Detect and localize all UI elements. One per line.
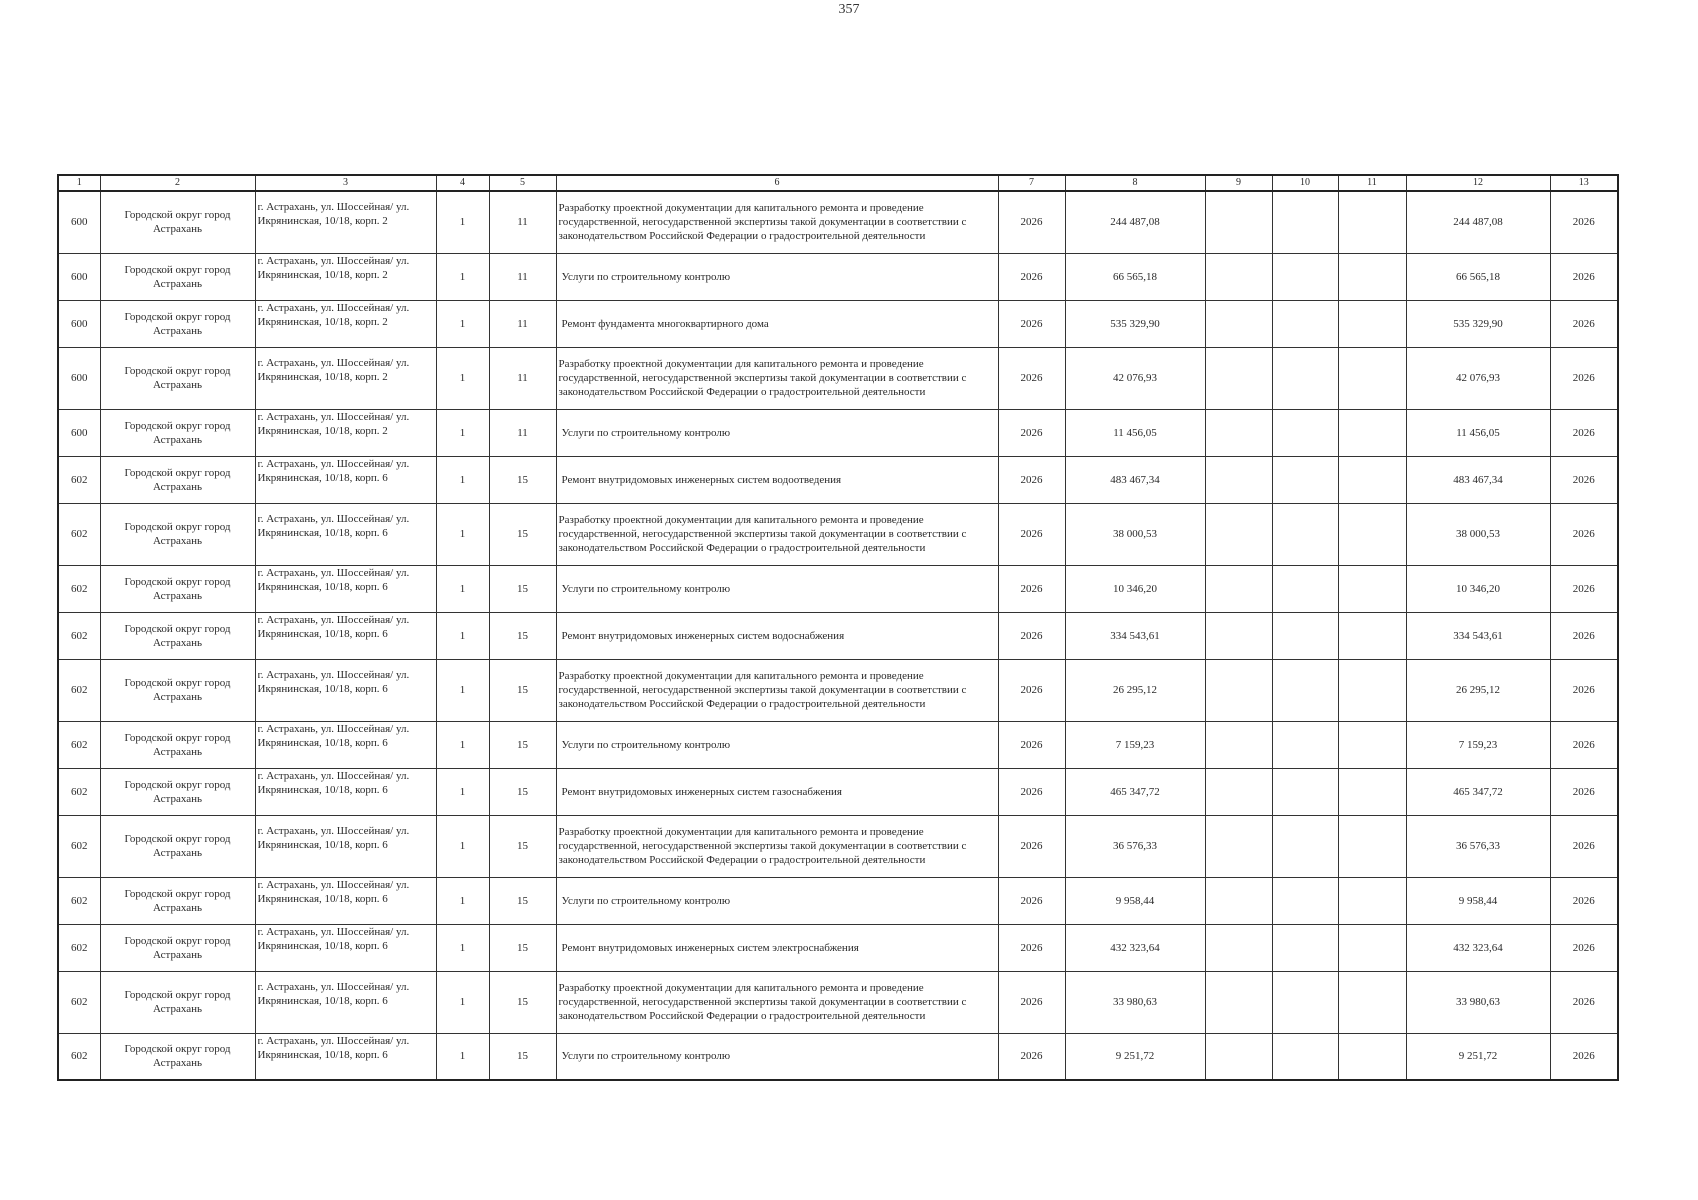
column-header-8: 8	[1065, 175, 1205, 191]
cell-col4: 1	[436, 565, 489, 612]
cell-col9	[1205, 659, 1272, 721]
cell-plan-year: 2026	[1550, 347, 1618, 409]
cell-col5: 15	[489, 1033, 556, 1080]
cell-plan-year: 2026	[1550, 1033, 1618, 1080]
cell-col11	[1338, 659, 1406, 721]
cell-col4: 1	[436, 924, 489, 971]
cell-municipality: Городской округ город Астрахань	[100, 877, 255, 924]
cell-col11	[1338, 565, 1406, 612]
table-body	[58, 191, 1618, 1080]
cell-col4: 1	[436, 877, 489, 924]
cell-plan-year: 2026	[1550, 659, 1618, 721]
cell-col10	[1272, 924, 1338, 971]
cell-total-cost: 33 980,63	[1065, 971, 1205, 1033]
cell-col11	[1338, 347, 1406, 409]
address-text: г. Астрахань, ул. Шоссейная/ ул. Икрянинская, 10/18, корп. 2	[257, 302, 410, 328]
cell-address	[255, 721, 436, 768]
cell-line-number: 602	[58, 924, 100, 971]
cell-col5: 15	[489, 877, 556, 924]
cell-cost: 535 329,90	[1406, 300, 1550, 347]
column-header-4: 4	[436, 175, 489, 191]
cell-total-cost: 535 329,90	[1065, 300, 1205, 347]
cell-col10	[1272, 971, 1338, 1033]
address-text: г. Астрахань, ул. Шоссейная/ ул. Икрянинская, 10/18, корп. 6	[257, 980, 410, 1007]
table-header	[58, 175, 1618, 191]
column-header-11: 11	[1338, 175, 1406, 191]
cell-col9	[1205, 768, 1272, 815]
cell-cost: 7 159,23	[1406, 721, 1550, 768]
cell-line-number: 600	[58, 409, 100, 456]
cell-plan-year: 2026	[1550, 721, 1618, 768]
address-text: г. Астрахань, ул. Шоссейная/ ул. Икрянинская, 10/18, корп. 6	[257, 668, 410, 695]
cell-col9	[1205, 409, 1272, 456]
cell-col9	[1205, 347, 1272, 409]
cell-work-type: Услуги по строительному контролю	[556, 877, 998, 924]
cell-col9	[1205, 815, 1272, 877]
cell-cost: 66 565,18	[1406, 253, 1550, 300]
cell-col5: 15	[489, 924, 556, 971]
cell-total-cost: 36 576,33	[1065, 815, 1205, 877]
cell-address	[255, 815, 436, 877]
cell-line-number: 602	[58, 768, 100, 815]
cell-work-type: Разработку проектной документации для капитального ремонта и проведение государственной, негосударственной экспертизы такой документации в соответствии с законодательством Российской Федерации о градостроительной деятельности	[556, 815, 998, 877]
cell-address	[255, 659, 436, 721]
cell-cost: 334 543,61	[1406, 612, 1550, 659]
cell-col5: 11	[489, 347, 556, 409]
cell-year: 2026	[998, 815, 1065, 877]
cell-col11	[1338, 877, 1406, 924]
cell-plan-year: 2026	[1550, 503, 1618, 565]
cell-col4: 1	[436, 815, 489, 877]
cell-line-number: 602	[58, 971, 100, 1033]
cell-work-type: Ремонт внутридомовых инженерных систем водоснабжения	[556, 612, 998, 659]
cell-municipality: Городской округ город Астрахань	[100, 971, 255, 1033]
cell-line-number: 602	[58, 503, 100, 565]
cell-col5: 15	[489, 721, 556, 768]
table-row	[58, 565, 1618, 612]
cell-address	[255, 971, 436, 1033]
cell-line-number: 602	[58, 1033, 100, 1080]
cell-year: 2026	[998, 409, 1065, 456]
cell-line-number: 600	[58, 300, 100, 347]
cell-col5: 15	[489, 456, 556, 503]
cell-line-number: 600	[58, 347, 100, 409]
table-row	[58, 191, 1618, 253]
cell-line-number: 602	[58, 612, 100, 659]
cell-municipality: Городской округ город Астрахань	[100, 191, 255, 253]
cell-col9	[1205, 191, 1272, 253]
cell-col10	[1272, 721, 1338, 768]
cell-year: 2026	[998, 877, 1065, 924]
cell-municipality: Городской округ город Астрахань	[100, 300, 255, 347]
cell-col5: 15	[489, 768, 556, 815]
cell-address	[255, 1033, 436, 1080]
table-row	[58, 721, 1618, 768]
cell-total-cost: 9 958,44	[1065, 877, 1205, 924]
cell-col9	[1205, 721, 1272, 768]
cell-col9	[1205, 253, 1272, 300]
cell-work-type: Ремонт внутридомовых инженерных систем газоснабжения	[556, 768, 998, 815]
table-row	[58, 503, 1618, 565]
cell-col11	[1338, 612, 1406, 659]
cell-work-type: Разработку проектной документации для капитального ремонта и проведение государственной, негосударственной экспертизы такой документации в соответствии с законодательством Российской Федерации о градостроительной деятельности	[556, 191, 998, 253]
cell-address	[255, 456, 436, 503]
cell-year: 2026	[998, 253, 1065, 300]
cell-total-cost: 465 347,72	[1065, 768, 1205, 815]
cell-col4: 1	[436, 409, 489, 456]
cell-col11	[1338, 456, 1406, 503]
column-header-9: 9	[1205, 175, 1272, 191]
cell-work-type: Услуги по строительному контролю	[556, 253, 998, 300]
cell-municipality: Городской округ город Астрахань	[100, 924, 255, 971]
cell-year: 2026	[998, 612, 1065, 659]
cell-col9	[1205, 300, 1272, 347]
cell-col11	[1338, 815, 1406, 877]
cell-line-number: 602	[58, 815, 100, 877]
cell-total-cost: 483 467,34	[1065, 456, 1205, 503]
cell-municipality: Городской округ город Астрахань	[100, 815, 255, 877]
cell-cost: 36 576,33	[1406, 815, 1550, 877]
table-row	[58, 612, 1618, 659]
cell-col10	[1272, 503, 1338, 565]
cell-address	[255, 503, 436, 565]
cell-plan-year: 2026	[1550, 300, 1618, 347]
cell-col5: 11	[489, 300, 556, 347]
cell-total-cost: 66 565,18	[1065, 253, 1205, 300]
cell-col4: 1	[436, 612, 489, 659]
cell-col10	[1272, 191, 1338, 253]
cell-col5: 15	[489, 971, 556, 1033]
cell-address	[255, 768, 436, 815]
cell-municipality: Городской округ город Астрахань	[100, 347, 255, 409]
cell-col4: 1	[436, 347, 489, 409]
address-text: г. Астрахань, ул. Шоссейная/ ул. Икрянинская, 10/18, корп. 6	[257, 879, 410, 905]
column-header-1: 1	[58, 175, 100, 191]
column-header-12: 12	[1406, 175, 1550, 191]
address-text: г. Астрахань, ул. Шоссейная/ ул. Икрянинская, 10/18, корп. 6	[257, 723, 410, 749]
cell-year: 2026	[998, 347, 1065, 409]
cell-col10	[1272, 815, 1338, 877]
cell-plan-year: 2026	[1550, 253, 1618, 300]
cell-col11	[1338, 924, 1406, 971]
cell-col4: 1	[436, 971, 489, 1033]
cell-cost: 42 076,93	[1406, 347, 1550, 409]
cell-total-cost: 9 251,72	[1065, 1033, 1205, 1080]
cell-work-type: Ремонт внутридомовых инженерных систем электроснабжения	[556, 924, 998, 971]
cell-address	[255, 253, 436, 300]
address-text: г. Астрахань, ул. Шоссейная/ ул. Икрянинская, 10/18, корп. 2	[257, 356, 410, 383]
cell-col10	[1272, 456, 1338, 503]
cell-plan-year: 2026	[1550, 971, 1618, 1033]
cell-total-cost: 334 543,61	[1065, 612, 1205, 659]
cell-col10	[1272, 565, 1338, 612]
cell-col10	[1272, 659, 1338, 721]
table-row	[58, 300, 1618, 347]
cell-cost: 9 251,72	[1406, 1033, 1550, 1080]
cell-plan-year: 2026	[1550, 191, 1618, 253]
cell-col4: 1	[436, 768, 489, 815]
cell-year: 2026	[998, 659, 1065, 721]
cell-work-type: Услуги по строительному контролю	[556, 565, 998, 612]
cell-municipality: Городской округ город Астрахань	[100, 503, 255, 565]
cell-year: 2026	[998, 924, 1065, 971]
column-header-6: 6	[556, 175, 998, 191]
table-row	[58, 1033, 1618, 1080]
cell-work-type: Услуги по строительному контролю	[556, 1033, 998, 1080]
cell-address	[255, 565, 436, 612]
address-text: г. Астрахань, ул. Шоссейная/ ул. Икрянинская, 10/18, корп. 6	[257, 824, 410, 851]
cell-col9	[1205, 924, 1272, 971]
cell-cost: 465 347,72	[1406, 768, 1550, 815]
cell-col4: 1	[436, 659, 489, 721]
cell-work-type: Ремонт фундамента многоквартирного дома	[556, 300, 998, 347]
table-row	[58, 409, 1618, 456]
cell-line-number: 602	[58, 456, 100, 503]
cell-work-type: Разработку проектной документации для капитального ремонта и проведение государственной, негосударственной экспертизы такой документации в соответствии с законодательством Российской Федерации о градостроительной деятельности	[556, 347, 998, 409]
table-row	[58, 815, 1618, 877]
cell-municipality: Городской округ город Астрахань	[100, 456, 255, 503]
cell-address	[255, 191, 436, 253]
cell-col4: 1	[436, 300, 489, 347]
address-text: г. Астрахань, ул. Шоссейная/ ул. Икрянинская, 10/18, корп. 6	[257, 512, 410, 539]
cell-col9	[1205, 1033, 1272, 1080]
cell-col5: 11	[489, 191, 556, 253]
cell-municipality: Городской округ город Астрахань	[100, 565, 255, 612]
cell-plan-year: 2026	[1550, 565, 1618, 612]
cell-cost: 483 467,34	[1406, 456, 1550, 503]
cell-plan-year: 2026	[1550, 924, 1618, 971]
cell-municipality: Городской округ город Астрахань	[100, 721, 255, 768]
cell-total-cost: 42 076,93	[1065, 347, 1205, 409]
cell-col10	[1272, 612, 1338, 659]
cell-col9	[1205, 612, 1272, 659]
cell-col9	[1205, 456, 1272, 503]
cell-work-type: Услуги по строительному контролю	[556, 721, 998, 768]
cell-col5: 15	[489, 612, 556, 659]
cell-municipality: Городской округ город Астрахань	[100, 659, 255, 721]
cell-col5: 15	[489, 815, 556, 877]
cell-total-cost: 7 159,23	[1065, 721, 1205, 768]
cell-col11	[1338, 971, 1406, 1033]
column-number-row	[58, 175, 1618, 191]
cell-col9	[1205, 503, 1272, 565]
cell-cost: 9 958,44	[1406, 877, 1550, 924]
cell-col4: 1	[436, 191, 489, 253]
cell-year: 2026	[998, 971, 1065, 1033]
cell-year: 2026	[998, 191, 1065, 253]
cell-col11	[1338, 191, 1406, 253]
address-text: г. Астрахань, ул. Шоссейная/ ул. Икрянинская, 10/18, корп. 6	[257, 1034, 410, 1061]
address-text: г. Астрахань, ул. Шоссейная/ ул. Икрянинская, 10/18, корп. 2	[257, 411, 410, 437]
cell-year: 2026	[998, 768, 1065, 815]
cell-col11	[1338, 503, 1406, 565]
cell-col5: 11	[489, 409, 556, 456]
address-text: г. Астрахань, ул. Шоссейная/ ул. Икрянинская, 10/18, корп. 6	[257, 458, 410, 484]
table-row	[58, 456, 1618, 503]
column-header-5: 5	[489, 175, 556, 191]
cell-cost: 432 323,64	[1406, 924, 1550, 971]
cell-municipality: Городской округ город Астрахань	[100, 1033, 255, 1080]
cell-plan-year: 2026	[1550, 612, 1618, 659]
cell-col9	[1205, 565, 1272, 612]
registry-table	[57, 174, 1619, 1081]
cell-col4: 1	[436, 721, 489, 768]
cell-cost: 244 487,08	[1406, 191, 1550, 253]
cell-year: 2026	[998, 565, 1065, 612]
cell-address	[255, 877, 436, 924]
cell-municipality: Городской округ город Астрахань	[100, 768, 255, 815]
cell-plan-year: 2026	[1550, 456, 1618, 503]
cell-col10	[1272, 409, 1338, 456]
cell-year: 2026	[998, 503, 1065, 565]
page-number: 357	[838, 2, 860, 17]
cell-municipality: Городской округ город Астрахань	[100, 409, 255, 456]
cell-col10	[1272, 300, 1338, 347]
cell-cost: 26 295,12	[1406, 659, 1550, 721]
address-text: г. Астрахань, ул. Шоссейная/ ул. Икрянинская, 10/18, корп. 6	[257, 567, 410, 593]
cell-work-type: Разработку проектной документации для капитального ремонта и проведение государственной, негосударственной экспертизы такой документации в соответствии с законодательством Российской Федерации о градостроительной деятельности	[556, 503, 998, 565]
cell-line-number: 600	[58, 253, 100, 300]
cell-plan-year: 2026	[1550, 768, 1618, 815]
cell-col4: 1	[436, 456, 489, 503]
column-header-13: 13	[1550, 175, 1618, 191]
table-row	[58, 347, 1618, 409]
cell-municipality: Городской округ город Астрахань	[100, 612, 255, 659]
cell-col11	[1338, 409, 1406, 456]
cell-col10	[1272, 347, 1338, 409]
cell-cost: 11 456,05	[1406, 409, 1550, 456]
cell-work-type: Разработку проектной документации для капитального ремонта и проведение государственной, негосударственной экспертизы такой документации в соответствии с законодательством Российской Федерации о градостроительной деятельности	[556, 971, 998, 1033]
cell-line-number: 602	[58, 877, 100, 924]
document-sheet	[57, 174, 1617, 1081]
cell-cost: 33 980,63	[1406, 971, 1550, 1033]
cell-total-cost: 26 295,12	[1065, 659, 1205, 721]
cell-work-type: Разработку проектной документации для капитального ремонта и проведение государственной, негосударственной экспертизы такой документации в соответствии с законодательством Российской Федерации о градостроительной деятельности	[556, 659, 998, 721]
cell-year: 2026	[998, 1033, 1065, 1080]
cell-work-type: Ремонт внутридомовых инженерных систем водоотведения	[556, 456, 998, 503]
cell-col10	[1272, 1033, 1338, 1080]
cell-col5: 15	[489, 565, 556, 612]
cell-cost: 10 346,20	[1406, 565, 1550, 612]
cell-address	[255, 612, 436, 659]
cell-address	[255, 924, 436, 971]
column-header-3: 3	[255, 175, 436, 191]
cell-total-cost: 11 456,05	[1065, 409, 1205, 456]
cell-line-number: 602	[58, 721, 100, 768]
table-row	[58, 768, 1618, 815]
cell-total-cost: 432 323,64	[1065, 924, 1205, 971]
cell-col9	[1205, 877, 1272, 924]
cell-work-type: Услуги по строительному контролю	[556, 409, 998, 456]
cell-cost: 38 000,53	[1406, 503, 1550, 565]
table-row	[58, 877, 1618, 924]
cell-col4: 1	[436, 1033, 489, 1080]
cell-line-number: 602	[58, 659, 100, 721]
table-row	[58, 971, 1618, 1033]
address-text: г. Астрахань, ул. Шоссейная/ ул. Икрянинская, 10/18, корп. 2	[257, 255, 410, 281]
cell-col9	[1205, 971, 1272, 1033]
cell-col11	[1338, 1033, 1406, 1080]
cell-year: 2026	[998, 456, 1065, 503]
cell-col11	[1338, 300, 1406, 347]
cell-municipality: Городской округ город Астрахань	[100, 253, 255, 300]
table-row	[58, 924, 1618, 971]
cell-total-cost: 38 000,53	[1065, 503, 1205, 565]
table-row	[58, 253, 1618, 300]
cell-col11	[1338, 768, 1406, 815]
cell-year: 2026	[998, 721, 1065, 768]
column-header-10: 10	[1272, 175, 1338, 191]
cell-col5: 15	[489, 503, 556, 565]
cell-address	[255, 409, 436, 456]
cell-total-cost: 244 487,08	[1065, 191, 1205, 253]
cell-col4: 1	[436, 503, 489, 565]
cell-line-number: 600	[58, 191, 100, 253]
cell-plan-year: 2026	[1550, 877, 1618, 924]
cell-address	[255, 300, 436, 347]
cell-col10	[1272, 768, 1338, 815]
address-text: г. Астрахань, ул. Шоссейная/ ул. Икрянинская, 10/18, корп. 6	[257, 770, 410, 796]
address-text: г. Астрахань, ул. Шоссейная/ ул. Икрянинская, 10/18, корп. 6	[257, 614, 410, 640]
cell-address	[255, 347, 436, 409]
cell-col5: 15	[489, 659, 556, 721]
cell-line-number: 602	[58, 565, 100, 612]
cell-plan-year: 2026	[1550, 815, 1618, 877]
address-text: г. Астрахань, ул. Шоссейная/ ул. Икрянинская, 10/18, корп. 2	[257, 200, 410, 227]
cell-plan-year: 2026	[1550, 409, 1618, 456]
cell-col11	[1338, 253, 1406, 300]
address-text: г. Астрахань, ул. Шоссейная/ ул. Икрянинская, 10/18, корп. 6	[257, 926, 410, 952]
cell-total-cost: 10 346,20	[1065, 565, 1205, 612]
cell-col10	[1272, 877, 1338, 924]
cell-col4: 1	[436, 253, 489, 300]
cell-col10	[1272, 253, 1338, 300]
column-header-7: 7	[998, 175, 1065, 191]
cell-year: 2026	[998, 300, 1065, 347]
table-row	[58, 659, 1618, 721]
cell-col5: 11	[489, 253, 556, 300]
cell-col11	[1338, 721, 1406, 768]
column-header-2: 2	[100, 175, 255, 191]
